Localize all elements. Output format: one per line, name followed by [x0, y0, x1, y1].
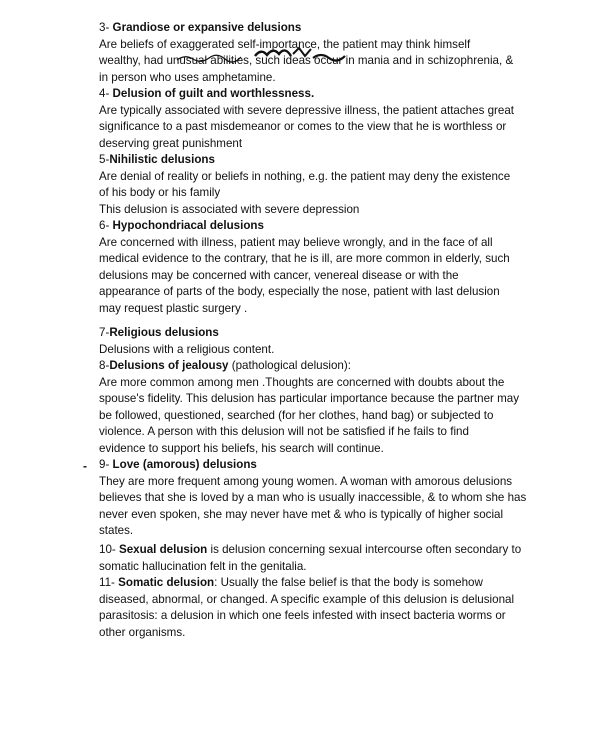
section-somatic-delusion	[99, 575, 529, 641]
section-nihilistic-delusions	[99, 152, 529, 218]
section-number: 8-	[99, 359, 110, 372]
section-heading	[99, 358, 529, 375]
body-line: evidence to support his beliefs, his search will continue.	[99, 441, 384, 455]
section-title: Nihilistic delusions	[109, 153, 215, 166]
body-line: believes that she is loved by a man who is usually inaccessible, & to whom she has	[99, 491, 527, 504]
section-guilt-delusions	[99, 86, 529, 152]
section-hypochondriacal-delusions	[99, 218, 529, 317]
section-number: 5-	[99, 153, 110, 166]
body-line: They are more frequent among young women. A woman with amorous delusions	[99, 474, 513, 488]
section-sexual-delusion	[99, 542, 529, 575]
section-heading	[99, 152, 529, 169]
body-line: appearance of parts of the body, especially the nose, patient with last delusion	[99, 285, 500, 298]
body-line: spouse's fidelity. This delusion has particular importance because the partner may	[99, 392, 520, 405]
body-line: of his body or his family	[99, 186, 221, 199]
section-heading	[99, 20, 529, 37]
section-title: Hypochondriacal delusions	[112, 219, 264, 232]
bullet-mark: -	[83, 459, 87, 473]
body-line: This delusion is associated with severe depression	[99, 202, 360, 216]
body-line: delusions may be concerned with cancer, venereal disease or with the	[99, 268, 459, 282]
body-line: deserving great punishment	[99, 136, 243, 150]
section-title: Religious delusions	[109, 326, 219, 339]
section-number: 7-	[99, 326, 110, 339]
section-title: Somatic delusion	[118, 576, 215, 589]
section-heading	[99, 457, 529, 474]
handwritten-scribble	[175, 44, 355, 68]
section-love-delusions	[99, 457, 529, 540]
body-line: be followed, questioned, searched (for her clothes, hand bag) or subjected to	[99, 408, 494, 422]
body-line: Are denial of reality or beliefs in nothing, e.g. the patient may deny the existence	[99, 169, 511, 183]
body-line: parasitosis: a delusion in which one feels infested with insect bacteria worms or	[99, 609, 506, 622]
body-line: Delusions with a religious content.	[99, 342, 275, 356]
section-title: Love (amorous) delusions	[112, 458, 257, 471]
body-line: other organisms.	[99, 625, 186, 639]
section-title: Sexual delusion	[119, 543, 208, 556]
section-heading	[99, 218, 529, 235]
section-jealousy-delusions	[99, 358, 529, 457]
body-line: never even spoken, she may never have met & who is typically of higher social	[99, 507, 504, 521]
section-title-suffix: : Usually the false belief is that the body is somehow	[214, 576, 483, 589]
body-line: states.	[99, 524, 134, 537]
body-line: significance to a past misdemeanor or comes to the view that he is worthless or	[99, 120, 507, 133]
section-title: Delusions of jealousy	[109, 359, 229, 372]
body-line: Are typically associated with severe depressive illness, the patient attaches great	[99, 103, 515, 117]
body-line: may request plastic surgery .	[99, 301, 248, 315]
body-line: diseased, abnormal, or changed. A specific example of this delusion is delusional	[99, 592, 515, 606]
section-number: 11-	[99, 576, 115, 589]
section-heading	[99, 542, 529, 559]
section-heading	[99, 86, 529, 103]
section-title: Delusion of guilt and worthlessness.	[112, 87, 315, 100]
section-heading	[99, 575, 529, 592]
body-line: Are more common among men .Thoughts are concerned with doubts about the	[99, 375, 505, 389]
section-number: 10-	[99, 543, 116, 556]
section-title-suffix: is delusion concerning sexual intercourse often secondary to	[207, 543, 522, 556]
body-line: Are beliefs of exaggerated self-importance, the patient may think himself	[99, 37, 471, 51]
body-line: violence. A person with this delusion will not be satisfied if he fails to find	[99, 425, 469, 438]
section-heading	[99, 325, 529, 342]
section-religious-delusions	[99, 325, 529, 358]
body-line: Are concerned with illness, patient may believe wrongly, and in the face of all	[99, 235, 493, 249]
section-number: 4-	[99, 87, 110, 100]
body-line: somatic hallucination felt in the genitalia.	[99, 559, 307, 573]
section-number: 3-	[99, 21, 110, 34]
body-line: in person who uses amphetamine.	[99, 70, 276, 84]
section-number: 9-	[99, 458, 110, 471]
body-line: wealthy, had unusual abilities, such ideas occur in mania and in schizophrenia, &	[99, 54, 514, 67]
section-number: 6-	[99, 219, 110, 232]
body-line: medical evidence to the contrary, that he is ill, are more common in elderly, such	[99, 252, 510, 265]
section-title-suffix: (pathological delusion):	[228, 359, 351, 372]
section-title: Grandiose or expansive delusions	[112, 21, 302, 34]
